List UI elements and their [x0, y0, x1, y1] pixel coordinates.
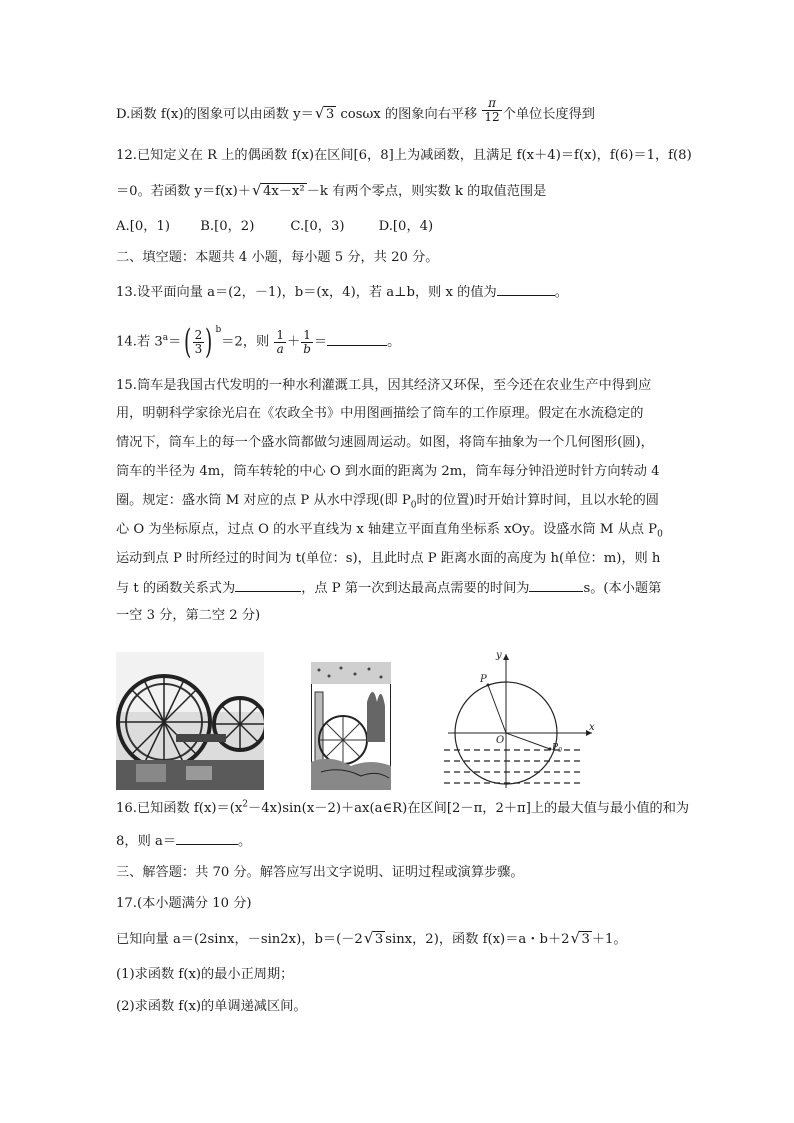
q12-line-2: ＝0。若函数 y＝f(x)＋√ 4x－x² －k 有两个零点，则实数 k 的取值范围是 — [116, 183, 546, 201]
q13: 13.设平面向量 a＝(2，－1)，b＝(x，4)，若 a⊥b，则 x 的值为 。 — [116, 285, 568, 300]
section-3-heading: 三、解答题：共 70 分。解答应写出文字说明、证明过程或演算步骤。 — [116, 865, 524, 880]
q17-heading: 17.(本小题满分 10 分) — [116, 896, 252, 911]
q12-line-1: 12.已知定义在 R 上的偶函数 f(x)在区间[6，8]上为减函数，且满足 f(x＋4)＝f(x)，f(6)＝1，f(8) — [116, 148, 692, 163]
answer-blank — [235, 579, 301, 592]
q12-option-b: B.[0，2) — [200, 219, 255, 234]
q12-option-d: D.[0，4) — [378, 219, 434, 234]
sqrt-4x-minus-x2: √ 4x－x² — [252, 183, 307, 201]
fraction-1-over-b: $\frac{1}{b}$ — [303, 327, 311, 356]
q14: 14.若 $3^a=$( $\frac{2}{3}$ ) $^b$＝2，则 $\frac{1}{a}$ ＋ $\frac{1}{b}$ ＝ 。 — [116, 322, 401, 362]
sqrt-3: √ 3 — [315, 106, 336, 124]
answer-blank — [327, 333, 387, 346]
q15-line-1: 15.筒车是我国古代发明的一种水利灌溉工具，因其经济又环保，至今还在农业生产中得到应 — [116, 378, 652, 393]
answer-blank — [176, 832, 238, 845]
fraction-pi-over-12: $\frac{\pi}{12}$ — [484, 96, 500, 124]
q15-line-4: 筒车的半径为 4m，筒车转轮的中心 O 到水面的距离为 2m，筒车每分钟沿逆时针方向转动 4 — [116, 464, 660, 479]
q15-line-6: 心 O 为坐标原点，过点 O 的水平直线为 x 轴建立平面直角坐标系 xOy。设盛水筒 M 从点 $P_0$ — [116, 522, 663, 540]
q16-line-1: 16.已知函数 $f(x)=(x^2-4x)\sin(x-2)+ax(a\in R)$在区间[2－π，2＋π]上的最大值与最小值的和为 — [116, 799, 690, 816]
q15-line-7: 运动到点 P 时所经过的时间为 t(单位：s)，且此时点 P 距离水面的高度为 h(单位：m)，则 h — [116, 551, 661, 566]
q11-option-d: D.函数 f(x)的图象可以由函数 y＝√ 3 cosωx 的图象向右平移 $\frac{\pi}{12}$ 个单位长度得到 — [116, 105, 595, 124]
q17-part-2: (2)求函数 f(x)的单调递减区间。 — [116, 999, 307, 1014]
label-P: P — [480, 674, 487, 685]
left-paren: ( — [184, 322, 192, 362]
fraction-1-over-a: $\frac{1}{a}$ — [276, 327, 285, 356]
q12-option-c: C.[0，3) — [290, 219, 345, 234]
right-paren: ) — [205, 322, 213, 362]
water-wheel-photo — [116, 652, 264, 790]
q12-option-a: A.[0，1) — [116, 219, 170, 234]
q15-line-8: 与 t 的函数关系式为 ，点 P 第一次到达最高点需要的时间为 s。(本小题第 — [116, 581, 662, 596]
section-2-heading: 二、填空题：本题共 4 小题，每小题 5 分，共 20 分。 — [116, 250, 439, 265]
waterwheel-coordinate-diagram — [440, 650, 600, 790]
label-x: x — [589, 722, 595, 733]
fraction-2-over-3: $\frac{2}{3}$ — [194, 327, 203, 356]
q17-part-1: (1)求函数 f(x)的最小正周期； — [116, 967, 294, 982]
answer-blank — [497, 283, 555, 296]
q15-line-3: 情况下，筒车上的每一个盛水筒都做匀速圆周运动。如图，将筒车抽象为一个几何图形(圆)， — [116, 435, 654, 450]
answer-blank — [529, 579, 583, 592]
sqrt-3: √ 3 — [364, 931, 385, 949]
q17-given: 已知向量 a＝(2sinx，－sin2x)，b＝(－2√ 3 sinx，2)，函数 f(x)＝a・b＋2√ 3 ＋1。 — [116, 931, 627, 949]
q12-options — [116, 218, 433, 236]
ancient-illustration — [311, 662, 391, 790]
q15-line-5: 圈。规定：盛水筒 M 对应的点 P 从水中浮现(即 $P_0$时的位置)时开始计算时间，且以水轮的圆 — [116, 493, 659, 511]
q15-line-9: 一空 3 分，第二空 2 分) — [116, 608, 261, 623]
label-y: y — [496, 650, 502, 661]
q16-line-2: 8，则 a＝ 。 — [116, 834, 252, 849]
sqrt-3: √ 3 — [570, 931, 591, 949]
label-O: O — [496, 735, 505, 746]
label-P0: $P_0$ — [552, 743, 562, 754]
q15-line-2: 用，明朝科学家徐光启在《农政全书》中用图画描绘了筒车的工作原理。假定在水流稳定的 — [116, 406, 644, 421]
